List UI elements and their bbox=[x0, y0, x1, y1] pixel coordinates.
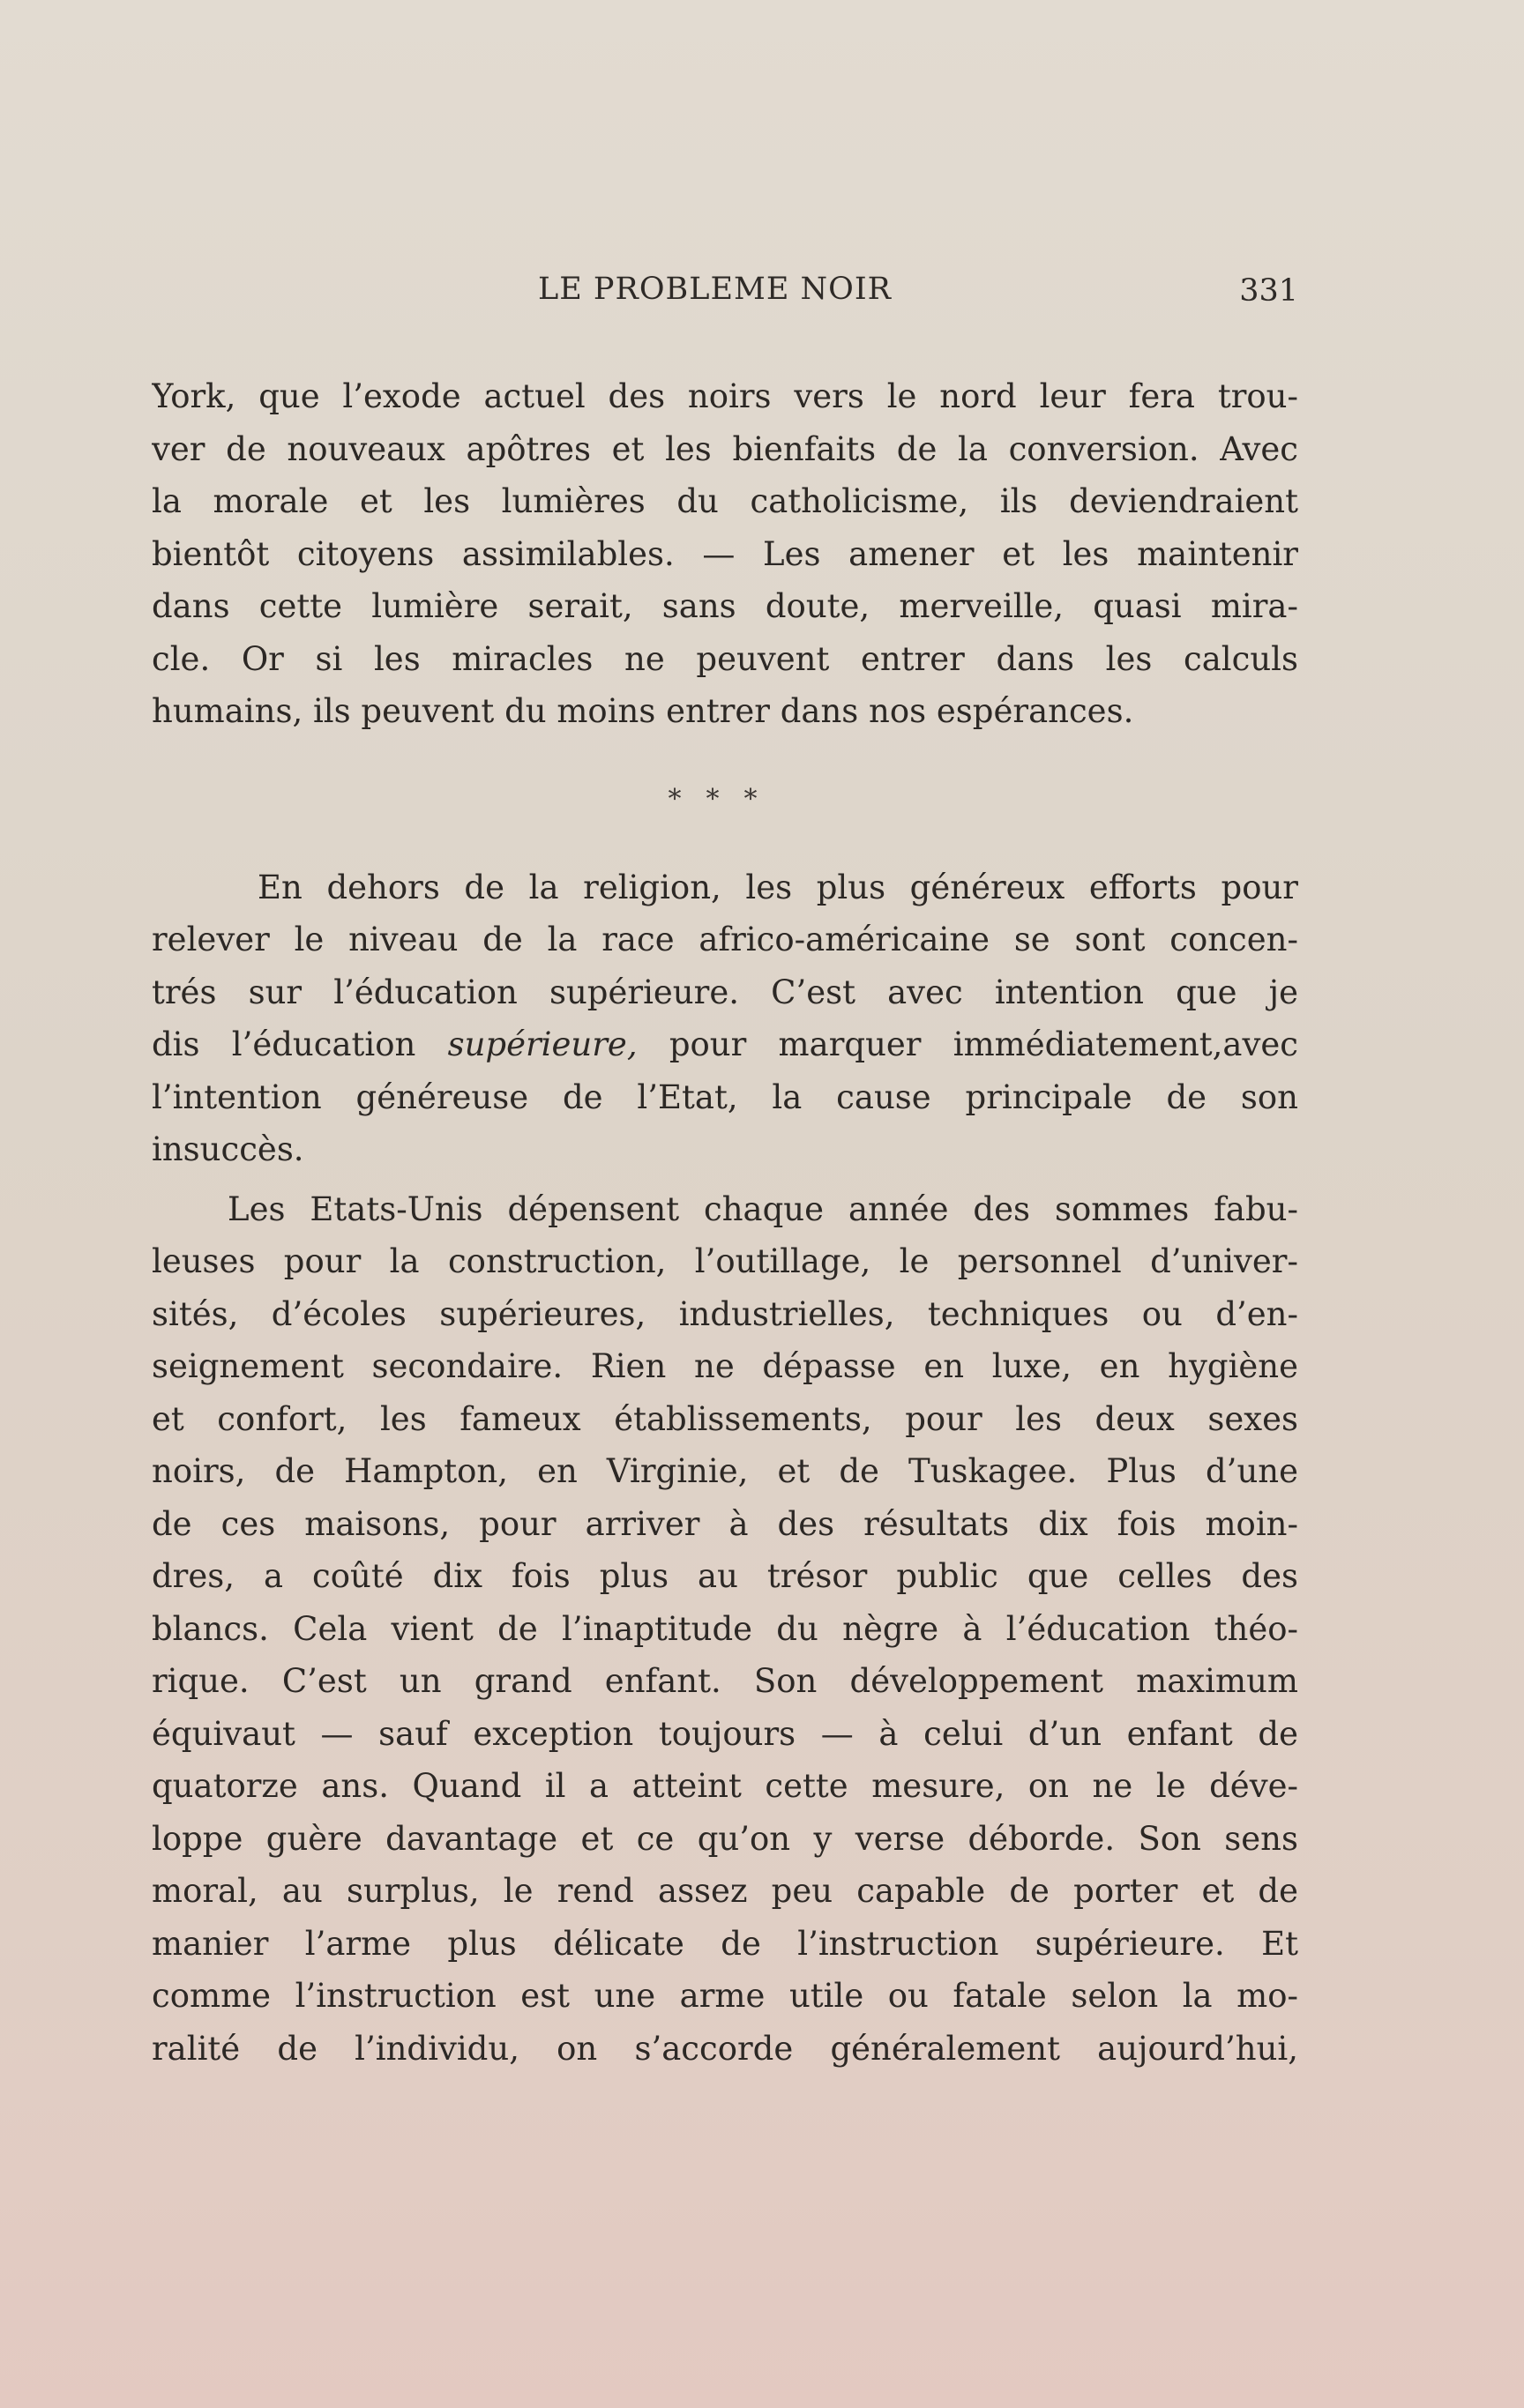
text-line: manier l’arme plus délicate de l’instruction supérieure. Et bbox=[152, 1924, 1298, 1963]
text-line: de ces maisons, pour arriver à des résultats dix fois moin- bbox=[152, 1504, 1298, 1543]
running-header bbox=[152, 272, 1298, 324]
text-line: l’intention généreuse de l’Etat, la cause principale de son bbox=[152, 1077, 1298, 1116]
text-segment: dis l’éducation bbox=[152, 1025, 416, 1063]
emphasis-text: supérieure, bbox=[447, 1025, 638, 1063]
text-line: humains, ils peuvent du moins entrer dans nos espérances. bbox=[152, 692, 1134, 730]
paragraph-religion bbox=[152, 861, 1298, 1176]
text-line: cle. Or si les miracles ne peuvent entrer dans les calculs bbox=[152, 639, 1298, 678]
text-line: quatorze ans. Quand il a atteint cette mesure, on ne le déve- bbox=[152, 1767, 1298, 1805]
text-line: la morale et les lumières du catholicisme, ils deviendraient bbox=[152, 482, 1298, 520]
text-line: bientôt citoyens assimilables. — Les amener et les maintenir bbox=[152, 534, 1298, 573]
text-line: ralité de l’individu, on s’accorde généralement aujourd’hui, bbox=[152, 2029, 1298, 2068]
section-separator: *** bbox=[668, 783, 782, 815]
text-line: York, que l’exode actuel des noirs vers le nord leur fera trou- bbox=[152, 377, 1298, 415]
body-text bbox=[152, 370, 1298, 2075]
text-line: loppe guère davantage et ce qu’on y verse déborde. Son sens bbox=[152, 1819, 1298, 1858]
text-line: sités, d’écoles supérieures, industrielles, techniques ou d’en- bbox=[152, 1294, 1298, 1333]
text-line: ver de nouveaux apôtres et les bienfaits de la conversion. Avec bbox=[152, 429, 1298, 468]
text-line: équivaut — sauf exception toujours — à celui d’un enfant de bbox=[152, 1714, 1298, 1753]
running-title: LE PROBLEME NOIR bbox=[538, 272, 893, 307]
paragraph-gap bbox=[152, 1176, 1298, 1183]
text-line: insuccès. bbox=[152, 1130, 304, 1168]
paragraph-continuation bbox=[152, 370, 1298, 738]
text-line: noirs, de Hampton, en Virginie, et de Tuskagee. Plus d’une bbox=[152, 1452, 1298, 1490]
paragraph-etats-unis bbox=[152, 1183, 1298, 2076]
text-line: En dehors de la religion, les plus généreux efforts pour bbox=[258, 868, 1298, 906]
text-line: dans cette lumière serait, sans doute, merveille, quasi mira- bbox=[152, 587, 1298, 625]
text-line: seignement secondaire. Rien ne dépasse en luxe, en hygiène bbox=[152, 1347, 1298, 1385]
text-line-mixed bbox=[152, 1018, 1298, 1071]
text-line: relever le niveau de la race africo-américaine se sont concen- bbox=[152, 921, 1298, 958]
text-line: comme l’instruction est une arme utile ou fatale selon la mo- bbox=[152, 1977, 1298, 2015]
text-line: blancs. Cela vient de l’inaptitude du nègre à l’éducation théo- bbox=[152, 1609, 1298, 1648]
text-line: leuses pour la construction, l’outillage, le personnel d’univer- bbox=[152, 1242, 1298, 1280]
text-segment: pour marquer immédiatement,avec bbox=[669, 1025, 1298, 1063]
text-line: dres, a coûté dix fois plus au trésor public que celles des bbox=[152, 1557, 1298, 1595]
text-line: Les Etats-Unis dépensent chaque année des sommes fabu- bbox=[228, 1189, 1298, 1228]
text-line: et confort, les fameux établissements, pour les deux sexes bbox=[152, 1399, 1298, 1438]
text-line: trés sur l’éducation supérieure. C’est avec intention que je bbox=[152, 973, 1298, 1011]
text-line: rique. C’est un grand enfant. Son développement maximum bbox=[152, 1662, 1298, 1700]
page-number: 331 bbox=[1239, 273, 1298, 309]
text-line: moral, au surplus, le rend assez peu capable de porter et de bbox=[152, 1872, 1298, 1910]
